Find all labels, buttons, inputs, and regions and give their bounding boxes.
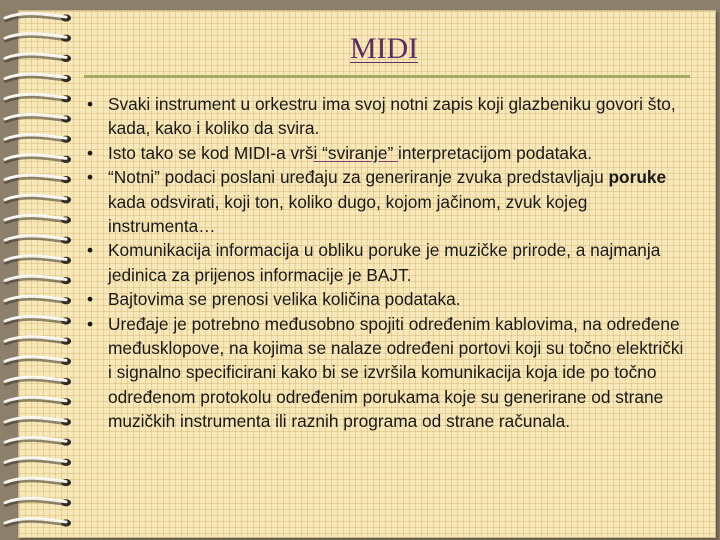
spiral-ring-icon: [5, 356, 71, 365]
spiral-ring-icon: [5, 275, 71, 284]
spiral-ring-icon: [5, 174, 71, 183]
bullet-text: “Notni” podaci poslani uređaju za generiranje zvuka predstavljaju: [108, 167, 609, 188]
bullet-text: Komunikacija informacija u obliku poruke je muzičke prirode, a najmanja jedinica za prijenos informacije je BAJT.: [108, 240, 661, 285]
spiral-ring-icon: [5, 13, 71, 22]
bullet-item: [86, 165, 690, 238]
bullet-text: Isto tako se kod MIDI-a vrš: [108, 142, 314, 163]
bullet-text: Uređaje je potrebno međusobno spojiti određenim kablovima, na određene međusklopove, na kojima se nalaze određeni portovi koji su točno električki i signalno specificirani kako bi se izvršila komunikacija koja ide po točno određenom protokolu određenim porukama koje su generirane od strane muzičkih instrumenta ili raznih programa od strane računala.: [108, 313, 684, 432]
spiral-ring-icon: [5, 376, 71, 385]
spiral-ring-icon: [5, 498, 71, 507]
bullet-list: [86, 92, 690, 434]
bullet-item: [86, 312, 690, 434]
bullet-text: kada odsvirati, koji ton, koliko dugo, kojom jačinom, zvuk kojeg instrumenta…: [108, 191, 588, 237]
bullet-bold-text: poruke: [608, 167, 667, 188]
spiral-ring-icon: [5, 114, 71, 123]
bullet-item: [86, 238, 690, 287]
spiral-ring-icon: [5, 195, 71, 204]
slide-title: MIDI: [349, 32, 419, 65]
spiral-ring-icon: [5, 134, 71, 143]
spiral-ring-icon: [5, 94, 71, 103]
spiral-ring-icon: [5, 154, 71, 163]
title-divider: [84, 75, 690, 78]
bullet-item: [86, 141, 690, 165]
spiral-ring-icon: [5, 235, 71, 244]
spiral-ring-icon: [5, 477, 71, 486]
spiral-ring-icon: [5, 397, 71, 406]
spiral-ring-icon: [5, 73, 71, 82]
bullet-underlined-text: i “sviranje”: [313, 142, 399, 163]
spiral-ring-icon: [5, 53, 71, 62]
spiral-ring-icon: [5, 33, 71, 42]
spiral-ring-icon: [5, 518, 71, 527]
spiral-ring-icon: [5, 215, 71, 224]
spiral-ring-icon: [5, 296, 71, 305]
bullet-text: Bajtovima se prenosi velika količina podataka.: [108, 289, 461, 310]
bullet-text: interpretacijom podataka.: [398, 142, 593, 163]
bullet-item: [86, 287, 690, 311]
bullet-item: [86, 92, 690, 141]
spiral-ring-icon: [5, 457, 71, 466]
spiral-ring-icon: [5, 336, 71, 345]
spiral-ring-icon: [5, 255, 71, 264]
spiral-ring-icon: [5, 316, 71, 325]
spiral-ring-icon: [5, 437, 71, 446]
spiral-binding: [0, 0, 80, 540]
spiral-ring-icon: [5, 417, 71, 426]
bullet-text: Svaki instrument u orkestru ima svoj notni zapis koji glazbeniku govori što, kada, kako i koliko da svira.: [108, 94, 676, 139]
